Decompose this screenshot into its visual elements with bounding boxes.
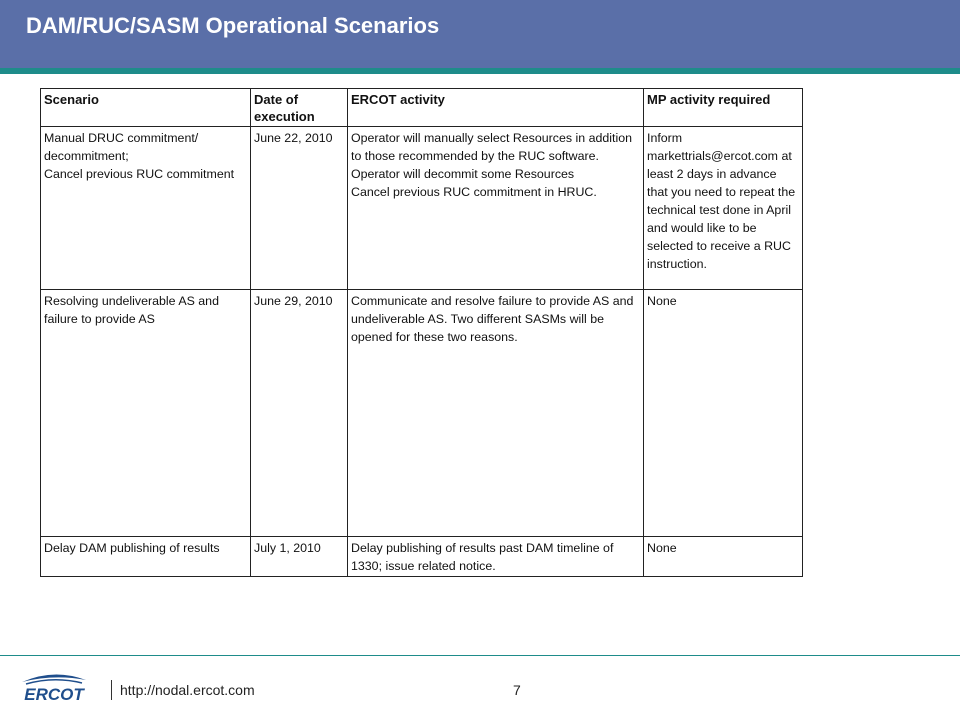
scenarios-table [40, 88, 803, 577]
cell-mp-activity: None [644, 537, 803, 577]
footer-separator [111, 680, 112, 700]
ercot-logo [18, 670, 90, 704]
cell-scenario: Resolving undeliverable AS and failure to provide AS [41, 290, 251, 537]
footer-url[interactable]: http://nodal.ercot.com [120, 682, 255, 698]
logo-wordmark: ERCOT [24, 685, 84, 704]
slide-title: DAM/RUC/SASM Operational Scenarios [26, 13, 440, 38]
cell-ercot-activity: Communicate and resolve failure to provide AS and undeliverable AS. Two different SASMs will be opened for these two reasons. [348, 290, 644, 537]
cell-ercot-activity: Operator will manually select Resources in addition to those recommended by the RUC software. Operator will decommit some Resources Cancel previous RUC commitment in HRUC. [348, 127, 644, 290]
table-row [41, 290, 803, 537]
column-header-scenario: Scenario [41, 89, 251, 127]
cell-date: July 1, 2010 [251, 537, 348, 577]
page-number: 7 [513, 682, 521, 698]
table-row [41, 127, 803, 290]
slide-header [0, 0, 960, 68]
table-row [41, 537, 803, 577]
header-accent-stripe [0, 68, 960, 74]
cell-mp-activity: None [644, 290, 803, 537]
column-header-mp-activity: MP activity required [644, 89, 803, 127]
cell-scenario: Manual DRUC commitment/ decommitment; Cancel previous RUC commitment [41, 127, 251, 290]
table-header-row [41, 89, 803, 127]
column-header-date: Date of execution [251, 89, 348, 127]
column-header-ercot-activity: ERCOT activity [348, 89, 644, 127]
cell-mp-activity: Inform markettrials@ercot.com at least 2 days in advance that you need to repeat the technical test done in April and would like to be selected to receive a RUC instruction. [644, 127, 803, 290]
cell-ercot-activity: Delay publishing of results past DAM timeline of 1330; issue related notice. [348, 537, 644, 577]
cell-date: June 22, 2010 [251, 127, 348, 290]
footer-divider [0, 655, 960, 656]
cell-scenario: Delay DAM publishing of results [41, 537, 251, 577]
cell-date: June 29, 2010 [251, 290, 348, 537]
